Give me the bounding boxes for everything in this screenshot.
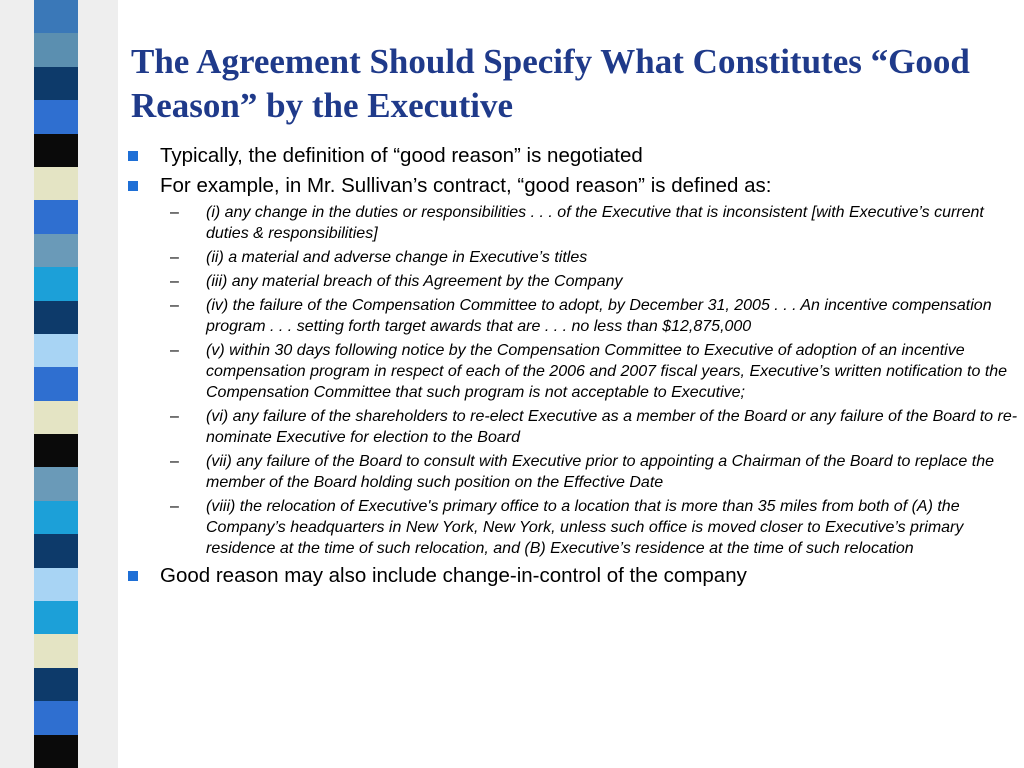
- stripe-segment: [34, 401, 78, 434]
- stripe-segment: [34, 434, 78, 467]
- stripe-segment: [34, 0, 78, 33]
- sub-bullet-text: (i) any change in the duties or responsibilities . . . of the Executive that is inconsistent [with Executive’s current duties & responsibilities]: [206, 204, 984, 242]
- stripe-segment: [34, 334, 78, 367]
- dash-bullet-icon: –: [170, 408, 179, 425]
- bullet-text: For example, in Mr. Sullivan’s contract, “good reason” is defined as:: [160, 174, 772, 197]
- sub-bullet-item: [160, 247, 1018, 268]
- stripe-segment: [34, 33, 78, 66]
- square-bullet-icon: [128, 181, 138, 191]
- stripe-segment: [34, 534, 78, 567]
- slide-title: The Agreement Should Specify What Constitutes “Good Reason” by the Executive: [131, 42, 970, 125]
- bullet-list: [125, 142, 1018, 589]
- sub-bullet-item: [160, 271, 1018, 292]
- sub-bullet-text: (v) within 30 days following notice by the Compensation Committee to Executive of adoption of an incentive compensation program in respect of each of the 2006 and 2007 fiscal years, Executive’s written notification to the Compensation Committee that such program is not acceptable to Executive;: [206, 342, 1008, 401]
- stripe-segment: [34, 200, 78, 233]
- bullet-text: Typically, the definition of “good reason” is negotiated: [160, 144, 643, 167]
- stripe-segment: [34, 167, 78, 200]
- dash-bullet-icon: –: [170, 249, 179, 266]
- stripe-segment: [34, 701, 78, 734]
- bullet-item: [125, 172, 1018, 559]
- stripe-segment: [34, 501, 78, 534]
- sub-bullet-text: (iii) any material breach of this Agreement by the Company: [206, 273, 623, 290]
- stripe-segment: [34, 601, 78, 634]
- dash-bullet-icon: –: [170, 273, 179, 290]
- stripe-segment: [34, 668, 78, 701]
- stripe-segment: [34, 568, 78, 601]
- dash-bullet-icon: –: [170, 342, 179, 359]
- stripe-segment: [34, 67, 78, 100]
- sub-bullet-list: [160, 202, 1018, 559]
- dash-bullet-icon: –: [170, 498, 179, 515]
- square-bullet-icon: [128, 571, 138, 581]
- stripe-segment: [34, 634, 78, 667]
- stripe-segment: [34, 301, 78, 334]
- stripe-segment: [34, 134, 78, 167]
- bullet-item: [125, 142, 1018, 169]
- slide-body: [125, 142, 1018, 592]
- sub-bullet-text: (vii) any failure of the Board to consult with Executive prior to appointing a Chairman of the Board to replace the member of the Board holding such position on the Effective Date: [206, 453, 994, 491]
- dash-bullet-icon: –: [170, 297, 179, 314]
- dash-bullet-icon: –: [170, 453, 179, 470]
- stripe-segment: [34, 267, 78, 300]
- sub-bullet-item: [160, 496, 1018, 559]
- bullet-item: [125, 562, 1018, 589]
- sub-bullet-item: [160, 295, 1018, 337]
- sub-bullet-text: (viii) the relocation of Executive's primary office to a location that is more than 35 miles from both of (A) the Company’s headquarters in New York, New York, unless such office is moved closer to Executive’s primary residence at the time of such relocation, and (B) Executive’s residence at the time of such relocation: [206, 498, 964, 557]
- decorative-stripe-bar: [0, 0, 118, 768]
- square-bullet-icon: [128, 151, 138, 161]
- dash-bullet-icon: –: [170, 204, 179, 221]
- sub-bullet-item: [160, 406, 1018, 448]
- sub-bullet-text: (ii) a material and adverse change in Executive’s titles: [206, 249, 588, 266]
- stripe-segment: [34, 467, 78, 500]
- sub-bullet-item: [160, 202, 1018, 244]
- bullet-text: Good reason may also include change-in-control of the company: [160, 564, 747, 587]
- stripe-column: [34, 0, 78, 768]
- sub-bullet-item: [160, 451, 1018, 493]
- stripe-segment: [34, 234, 78, 267]
- stripe-segment: [34, 100, 78, 133]
- sub-bullet-item: [160, 340, 1018, 403]
- sub-bullet-text: (iv) the failure of the Compensation Committee to adopt, by December 31, 2005 . . . An incentive compensation program . . . setting forth target awards that are . . . no less than $12,875,000: [206, 297, 992, 335]
- sub-bullet-text: (vi) any failure of the shareholders to re-elect Executive as a member of the Board or any failure of the Board to re-nominate Executive for election to the Board: [206, 408, 1018, 446]
- stripe-segment: [34, 367, 78, 400]
- stripe-segment: [34, 735, 78, 768]
